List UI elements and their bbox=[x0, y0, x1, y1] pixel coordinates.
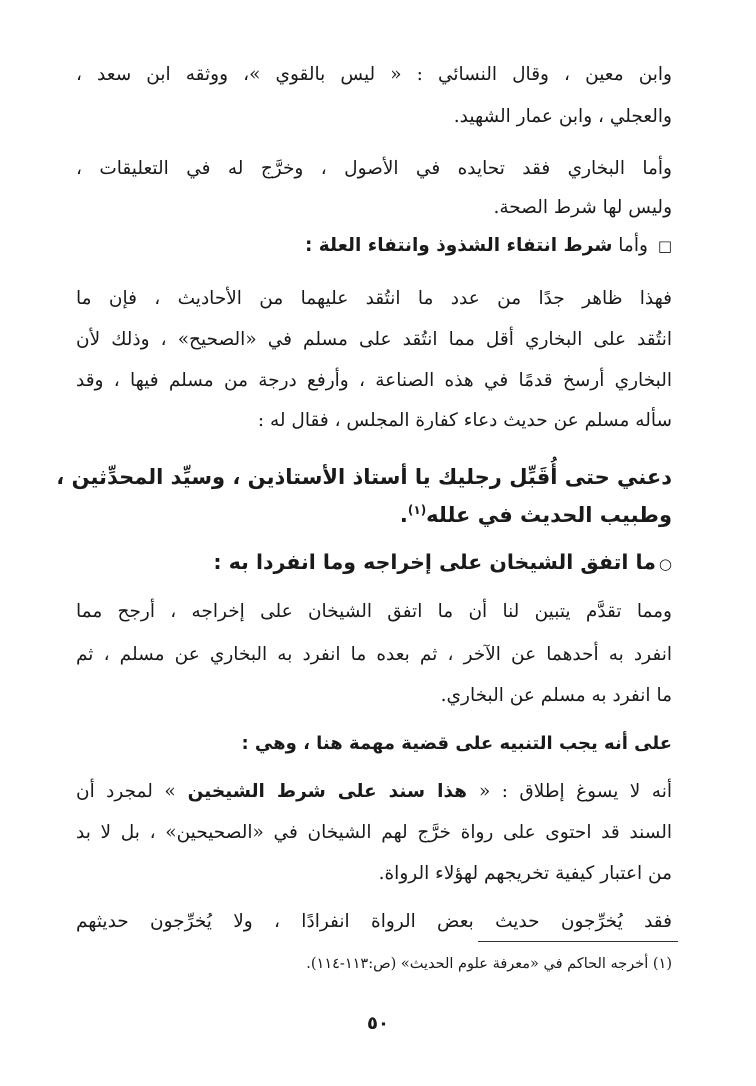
text-line-7: البخاري أرسخ قدمًا في هذه الصناعة ، وأرفع درجة من مسلم فيها ، وقد bbox=[76, 370, 672, 391]
text-line-15: من اعتبار كيفية تخريجهم لهؤلاء الرواة. bbox=[378, 863, 672, 884]
text-line-8: سأله مسلم عن حديث دعاء كفارة المجلس ، فقال له : bbox=[257, 410, 672, 431]
text-line-3: وأما البخاري فقد تحايده في الأصول ، وخرَّج له في التعليقات ، bbox=[76, 158, 672, 179]
text-line-14: السند قد احتوى على رواة خرَّج لهم الشيخان في «الصحيحين» ، بل لا بد bbox=[76, 822, 672, 843]
footnote-divider bbox=[478, 941, 678, 942]
text-line-4: وليس لها شرط الصحة. bbox=[493, 197, 672, 218]
bukhari-quote-text: وطبيب الحديث في علله bbox=[426, 503, 672, 527]
text-line-6: انتُقد على البخاري أقل مما انتُقد على مسلم في «الصحيح» ، وذلك لأن bbox=[76, 329, 672, 350]
text-line-1: وابن معين ، وقال النسائي : « ليس بالقوي »، ووثقه ابن سعد ، bbox=[76, 64, 672, 85]
section-heading-shudhudh bbox=[76, 231, 672, 261]
text-line-16: فقد يُخرِّجون حديث بعض الرواة انفرادًا ، ولا يُخرِّجون حديثهم bbox=[76, 911, 672, 932]
footnote: (١) أخرجه الحاكم في «معرفة علوم الحديث» (ص:١١٣-١١٤). bbox=[306, 956, 672, 972]
bukhari-quote-line-2: وطبيب الحديث في علله$^{(١)}$. bbox=[399, 503, 672, 527]
heading-bold-text: شرط انتفاء الشذوذ وانتفاء العلة : bbox=[304, 235, 613, 256]
text-line-10: انفرد به أحدهما عن الآخر ، ثم بعده ما انفرد به البخاري عن مسلم ، ثم bbox=[76, 644, 672, 665]
heading-prefix: وأما bbox=[618, 235, 648, 256]
text-line-2: والعجلي ، وابن عمار الشهيد. bbox=[453, 106, 672, 127]
page-number: ٥٠ bbox=[367, 1013, 389, 1034]
text-line-12: على أنه يجب التنبيه على قضية مهمة هنا ، وهي : bbox=[241, 733, 672, 754]
quote-bold-text: هذا سند على شرط الشيخين bbox=[175, 781, 479, 802]
quote-prefix: أنه لا يسوغ إطلاق : « bbox=[478, 781, 673, 802]
square-bullet-icon: □ bbox=[657, 237, 672, 255]
section-heading-agreement bbox=[76, 547, 672, 579]
circle-bullet-icon: ○ bbox=[658, 555, 672, 573]
heading-agreement-text: ما اتفق الشيخان على إخراجه وما انفردا به : bbox=[213, 550, 656, 574]
bukhari-quote-line-1: دعني حتى أُقَبِّل رجليك يا أستاذ الأستاذين ، وسيِّد المحدِّثين ، bbox=[56, 465, 672, 489]
text-line-9: ومما تقدَّم يتبين لنا أن ما اتفق الشيخان على إخراجه ، أرجح مما bbox=[76, 601, 672, 622]
footnote-reference: (١) bbox=[407, 503, 427, 517]
text-line-5: فهذا ظاهر جدًا من عدد ما انتُقد عليهما من الأحاديث ، فإن ما bbox=[76, 288, 672, 309]
text-line-13 bbox=[76, 777, 672, 807]
text-line-11: ما انفرد به مسلم عن البخاري. bbox=[440, 685, 672, 706]
quote-suffix: » لمجرد أن bbox=[76, 781, 176, 802]
